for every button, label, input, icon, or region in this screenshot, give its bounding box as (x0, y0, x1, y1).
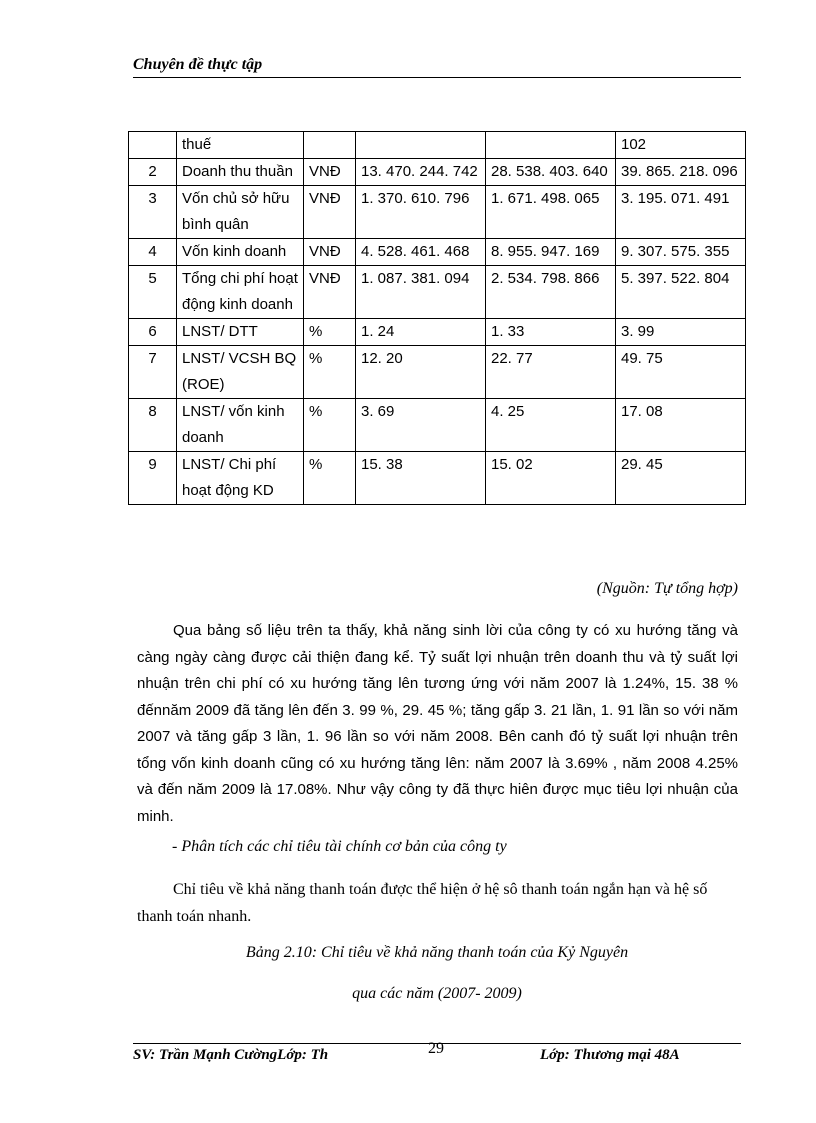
table-cell-name: LNST/ DTT (177, 319, 304, 346)
document-header-title: Chuyên đề thực tập (133, 56, 263, 73)
table-cell-name: LNST/ VCSH BQ (ROE) (177, 346, 304, 399)
table-cell-name: Tổng chi phí hoạt động kinh doanh (177, 266, 304, 319)
table-cell-name: Doanh thu thuần (177, 159, 304, 186)
table-cell-name: LNST/ Chi phí hoạt động KD (177, 452, 304, 505)
table-cell-unit: VNĐ (304, 159, 356, 186)
table-cell-y2007: 1. 24 (356, 319, 486, 346)
table-cell-y2009: 3. 99 (616, 319, 746, 346)
table-row (129, 319, 746, 346)
table-cell-y2007: 1. 370. 610. 796 (356, 186, 486, 239)
table-cell-unit: VNĐ (304, 239, 356, 266)
footer-student: SV: Trần Mạnh CườngLớp: Th (133, 1047, 329, 1063)
table-cell-name: thuế (177, 132, 304, 159)
table-cell-y2007: 4. 528. 461. 468 (356, 239, 486, 266)
table-cell-no: 5 (129, 266, 177, 319)
table-cell-no: 4 (129, 239, 177, 266)
table-cell-unit: % (304, 346, 356, 399)
table-cell-y2007: 15. 38 (356, 452, 486, 505)
table-cell-y2008: 22. 77 (486, 346, 616, 399)
table-row (129, 186, 746, 239)
table-caption-line2: qua các năm (2007- 2009) (352, 985, 522, 1002)
table-cell-y2009: 17. 08 (616, 399, 746, 452)
table-cell-y2009: 5. 397. 522. 804 (616, 266, 746, 319)
table-cell-y2007: 3. 69 (356, 399, 486, 452)
table-cell-no: 6 (129, 319, 177, 346)
table-cell-unit: % (304, 319, 356, 346)
table-cell-unit: VNĐ (304, 266, 356, 319)
table-cell-y2008: 28. 538. 403. 640 (486, 159, 616, 186)
table-cell-y2008: 15. 02 (486, 452, 616, 505)
table-cell-unit: % (304, 452, 356, 505)
table-source-note: (Nguồn: Tự tổng hợp) (596, 580, 738, 597)
table-cell-y2007: 1. 087. 381. 094 (356, 266, 486, 319)
table-row (129, 452, 746, 505)
table-cell-unit: VNĐ (304, 186, 356, 239)
table-cell-y2008: 1. 671. 498. 065 (486, 186, 616, 239)
table-cell-y2008: 4. 25 (486, 399, 616, 452)
section-bullet: - Phân tích các chỉ tiêu tài chính cơ bản của công ty (172, 838, 507, 855)
table-row (129, 399, 746, 452)
liquidity-paragraph: Chỉ tiêu về khả năng thanh toán được thể hiện ở hệ sô thanh toán ngắn hạn và hệ số thanh toán nhanh. (137, 881, 708, 925)
table-row (129, 266, 746, 319)
page-number: 29 (428, 1040, 444, 1057)
table-cell-unit: % (304, 399, 356, 452)
table-cell-name: LNST/ vốn kinh doanh (177, 399, 304, 452)
footer-class: Lớp: Thương mại 48A (540, 1047, 680, 1063)
table-cell-y2009: 49. 75 (616, 346, 746, 399)
table-cell-y2008: 2. 534. 798. 866 (486, 266, 616, 319)
table-caption-line1: Bảng 2.10: Chỉ tiêu về khả năng thanh toán của Kỷ Nguyên (245, 944, 629, 961)
table-row (129, 132, 746, 159)
table-cell-y2009: 39. 865. 218. 096 (616, 159, 746, 186)
table-row (129, 346, 746, 399)
financial-indicators-table (128, 131, 746, 505)
table-cell-no: 9 (129, 452, 177, 505)
table-cell-no: 7 (129, 346, 177, 399)
analysis-paragraph: Qua bảng số liệu trên ta thấy, khả năng sinh lời của công ty có xu hướng tăng và càng ngày càng được cải thiện đang kể. Tỷ suất lợi nhuận trên doanh thu và tỷ suất lợi nhuận trên chi phí có xu hướng tăng lên tương ứng với năm 2007 là 1.24%, 15. 38 % đếnnăm 2009 đã tăng lên đến 3. 99 %, 29. 45 %; tăng gấp 3. 21 lần, 1. 91 lần so với năm 2007 và tăng gấp 3 lần, 1. 96 lần so với năm 2008. Bên canh đó tỷ suất lợi nhuận trên tổng vốn kinh doanh cũng có xu hướng tăng lên: năm 2007 là 3.69% , năm 2008 4.25% và đến năm 2009 là 17.08%. Như vậy công ty đã thực hiên được mục tiêu lợi nhuận của minh. (137, 622, 738, 825)
table-cell-no: 2 (129, 159, 177, 186)
table-cell-y2007 (356, 132, 486, 159)
table-cell-y2007: 12. 20 (356, 346, 486, 399)
table-cell-name: Vốn chủ sở hữu bình quân (177, 186, 304, 239)
table-cell-no: 3 (129, 186, 177, 239)
table-row (129, 239, 746, 266)
header-divider (133, 77, 741, 78)
table-row (129, 159, 746, 186)
table-cell-name: Vốn kinh doanh (177, 239, 304, 266)
table-cell-no (129, 132, 177, 159)
table-cell-y2009: 102 (616, 132, 746, 159)
table-cell-no: 8 (129, 399, 177, 452)
table-cell-y2008 (486, 132, 616, 159)
table-cell-y2008: 8. 955. 947. 169 (486, 239, 616, 266)
table-cell-y2009: 9. 307. 575. 355 (616, 239, 746, 266)
table-cell-y2007: 13. 470. 244. 742 (356, 159, 486, 186)
table-cell-y2008: 1. 33 (486, 319, 616, 346)
table-cell-unit (304, 132, 356, 159)
table-cell-y2009: 3. 195. 071. 491 (616, 186, 746, 239)
table-cell-y2009: 29. 45 (616, 452, 746, 505)
